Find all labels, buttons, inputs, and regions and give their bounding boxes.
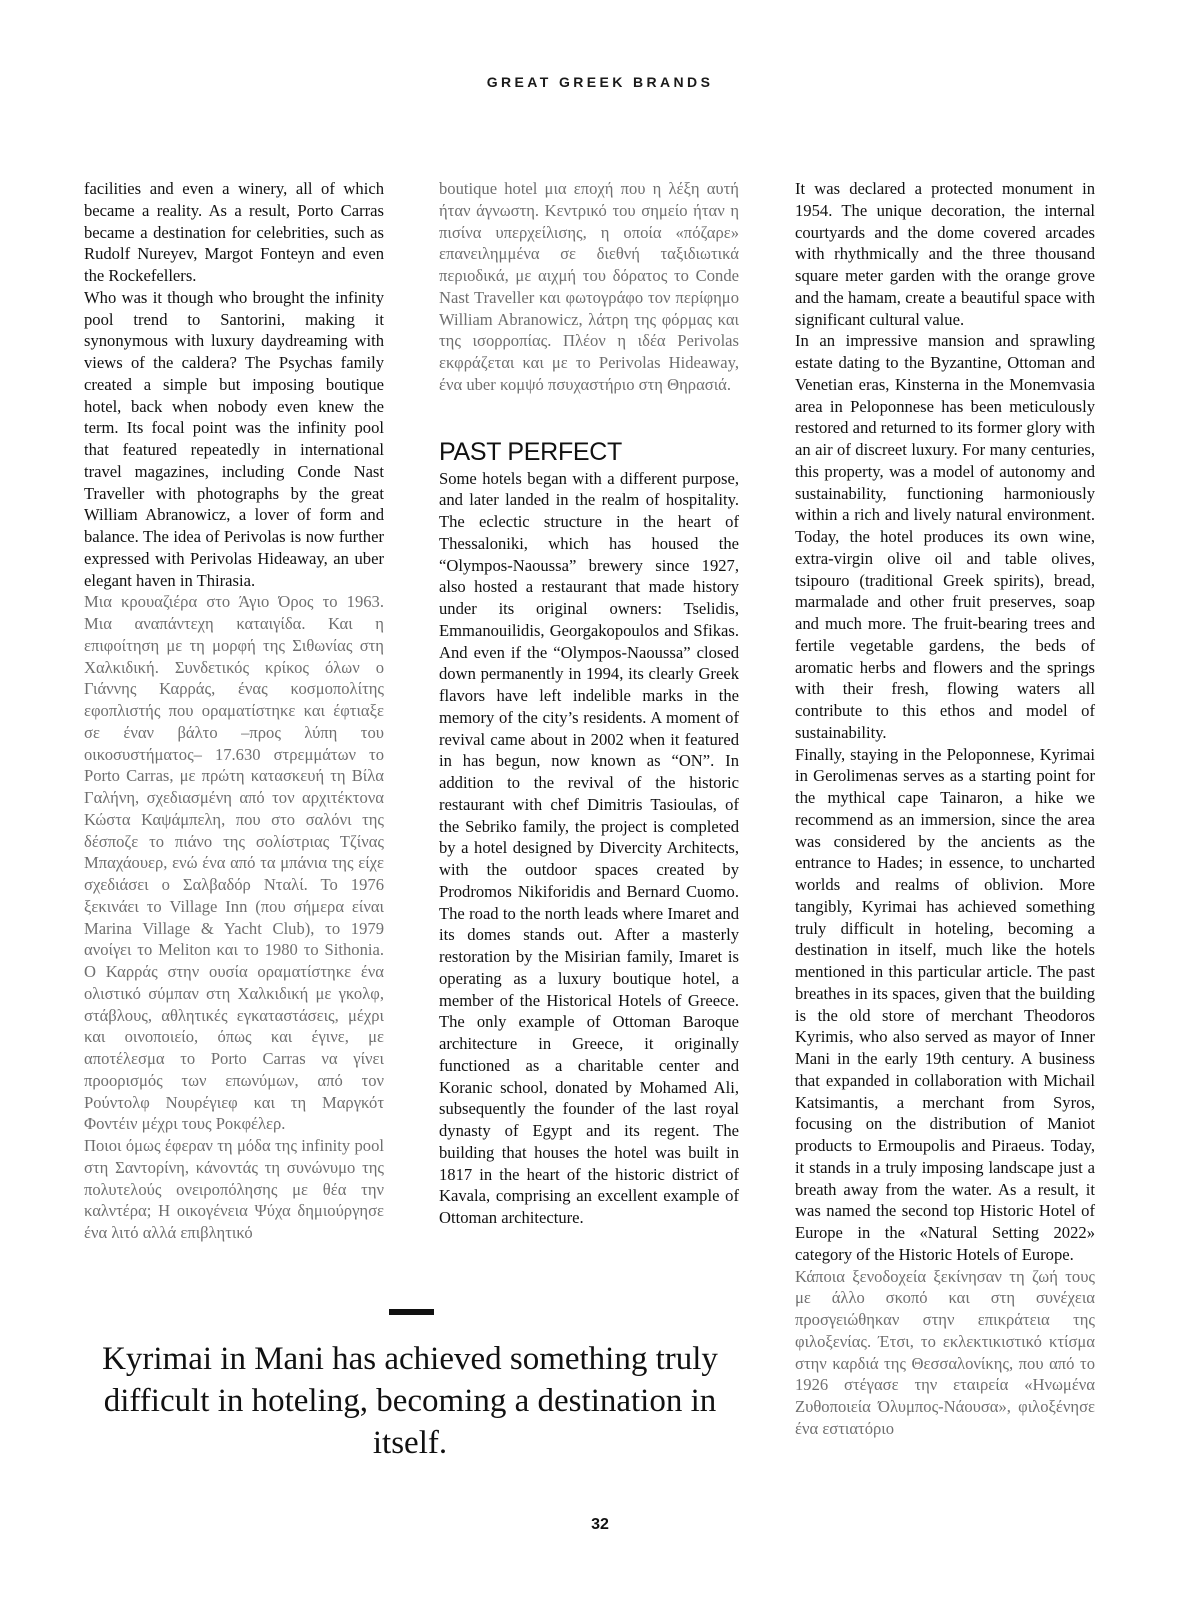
paragraph-greek: Κάποια ξενοδοχεία ξεκίνησαν τη ζωή τους με άλλο σκοπό και στη συνέχεια προσγειώθηκαν στην επικράτεια της φιλοξενίας. Έτσι, το εκλεκτικιστικό κτίσμα στην καρδιά της Θεσσαλονίκης, που από το 1926 στέγασε την εταιρεία «Ηνωμένα Ζυθοποιεία Όλυμπος-Νάουσα», φιλοξένησε ένα εστιατόριο <box>795 1266 1095 1438</box>
paragraph-english: In an impressive mansion and sprawling estate dating to the Byzantine, Ottoman and Venetian eras, Kinsterna in the Monemvasia area in Peloponnese has been meticulously restored and returned to its former glory with an air of discreet luxury. For many centuries, this property, was a model of autonomy and sustainability, functioning harmoniously within a rich and lively natural environment. Today, the hotel produces its own wine, extra-virgin olive oil and table olives, tsipouro (traditional Greek spirits), bread, marmalade and other fruit preserves, soap and much more. The fruit-bearing trees and fertile vegetable gardens, the beds of aromatic herbs and flowers and the springs with their fresh, flowing waters all contribute to this ethos and model of sustainability. <box>795 331 1095 742</box>
paragraph-english: Finally, staying in the Peloponnese, Kyrimai in Gerolimenas serves as a starting point for the mythical cape Tainaron, a hike we recommend as an immersion, since the area was considered by the ancients as the entrance to Hades; in essence, to uncharted worlds and realms of oblivion. More tangibly, Kyrimai has achieved something truly difficult in hoteling, becoming a destination in itself, much like the hotels mentioned in this particular article. The past breathes in its spaces, given that the building is the old store of merchant Theodoros Kyrimis, who also served as mayor of Inner Mani in the early 19th century. A business that expanded in collaboration with Michail Katsimantis, a merchant from Syros, focusing on the distribution of Maniot products to Ermoupolis and Piraeus. Today, it stands in a truly imposing landscape just a breath away from the water. As a result, it was named the second top Historic Hotel of Europe in the «Natural Setting 2022» category of the Historic Hotels of Europe. <box>795 744 1095 1264</box>
section-heading: PAST PERFECT <box>439 437 623 466</box>
text-column-2 <box>439 178 739 1229</box>
pull-quote-rule <box>389 1309 434 1315</box>
paragraph-greek: Μια κρουαζιέρα στο Άγιο Όρος το 1963. Μια αναπάντεχη καταιγίδα. Και η επιφοίτηση με τη μορφή της Σιθωνίας στη Χαλκιδική. Συνδετικός κρίκος όλων ο Γιάννης Καρράς, ένας κοσμοπολίτης εφοπλιστής που οραματίστηκε και έφτιαξε σε έναν βάλτο –προς λύπη του οικοσυστήματος– 17.630 στρεμμάτων το Porto Carras, με πρώτη κατασκευή τη Βίλα Γαλήνη, σχεδιασμένη από τον αρχιτέκτονα Κώστα Καψάμπελη, που στο σαλόνι της δέσποζε το πιάνο της σολίστριας Τζίνας Μπαχάουερ, ενώ ένα από τα μπάνια της είχε σχεδιάσει ο Σαλβαδόρ Νταλί. Το 1976 ξεκινάει το Village Inn (που σήμερα είναι Marina Village & Yacht Club), το 1979 ανοίγει το Meliton και το 1980 το Sithonia. Ο Καρράς στην ουσία οραματίστηκε ένα ολιστικό σύμπαν στη Χαλκιδική με γκολφ, στάβλους, αθλητικές εγκαταστάσεις, μέχρι και οινοποιείο, όπως και έγινε, με αποτέλεσμα το Porto Carras να γίνει προορισμός των επωνύμων, από τον Ρούντολφ Νουρέγιεφ και τη Μαργκότ Φοντέιν μέχρι τους Ροκφέλερ. <box>84 592 384 1134</box>
paragraph-english: Some hotels began with a different purpose, and later landed in the realm of hospitality. The eclectic structure in the heart of Thessaloniki, which has housed the “Olympos-Naoussa” brewery since 1927, also hosted a restaurant that made history under its original owners: Tselidis, Emmanouilidis, Georgakopoulos and Sfikas. And even if the “Olympos-Naoussa” closed down permanently in 1994, its clearly Greek flavors have left indelible marks in the memory of the city’s residents. A moment of revival came about in 2002 when it featured in has begun, now known as “ON”. In addition to the revival of the historic restaurant with chef Dimitris Tasioulas, of the Sebriko family, the project is completed by a hotel designed by Divercity Architects, with the outdoor spaces created by Prodromos Nikiforidis and Bernard Cuomo. The road to the north leads where Imaret and its domes stands out. After a masterly restoration by the Misirian family, Imaret is operating as a luxury boutique hotel, a member of the Historical Hotels of Greece. The only example of Ottoman Baroque architecture in Greece, it originally functioned as a charitable center and Koranic school, donated by Mohamed Ali, subsequently the founder of the last royal dynasty of Egypt and its regent. The building that houses the hotel was built in 1817 in the heart of the historic district of Kavala, comprising an excellent example of Ottoman architecture. <box>439 468 739 1227</box>
paragraph-greek: boutique hotel μια εποχή που η λέξη αυτή ήταν άγνωστη. Κεντρικό του σημείο ήταν η πισίνα υπερχείλισης, η οποία «πόζαρε» επανειλημμένα σε διεθνή ταξιδιωτικά περιοδικά, με αιχμή του δόρατος το Conde Nast Traveller και φωτογράφο τον περίφημο William Abranowicz, λάτρη της φόρμας και της ισορροπίας. Πλέον η ιδέα Perivolas εκφράζεται και με το Perivolas Hideaway, ένα uber κομψό πσυχαστήριο στη Θηρασιά. <box>439 179 739 394</box>
paragraph-greek: Ποιοι όμως έφεραν τη μόδα της infinity pool στη Σαντορίνη, κάνοντάς τη συνώνυμο της πολυτελούς ονειροπόλησης με θέα την καλντέρα; Η οικογένεια Ψύχα δημιούργησε ένα λιτό αλλά επιβλητικό <box>84 1136 384 1242</box>
running-head: GREAT GREEK BRANDS <box>486 74 714 90</box>
page-number: 32 <box>591 1516 609 1533</box>
text-column-3 <box>795 178 1095 1440</box>
paragraph-english: Who was it though who brought the infinity pool trend to Santorini, making it synonymous with luxury daydreaming with views of the caldera? The Psychas family created a simple but imposing boutique hotel, back when nobody even knew the term. Its focal point was the infinity pool that featured repeatedly in international travel magazines, including Conde Nast Traveller with photographs by the great William Abranowicz, a lover of form and balance. The idea of Perivolas is now further expressed with Perivolas Hideaway, an uber elegant haven in Thirasia. <box>84 287 384 590</box>
text-column-1 <box>84 178 384 1244</box>
paragraph-english: It was declared a protected monument in 1954. The unique decoration, the internal courtyards and the dome covered arcades with rhythmically and the three thousand square meter garden with the orange grove and the hamam, create a beautiful space with significant cultural value. <box>795 179 1095 329</box>
paragraph-english: facilities and even a winery, all of which became a reality. As a result, Porto Carras became a destination for celebrities, such as Rudolf Nureyev, Margot Fonteyn and even the Rockefellers. <box>84 179 384 285</box>
pull-quote: Kyrimai in Mani has achieved something truly difficult in hoteling, becoming a destination in itself. <box>102 1341 718 1461</box>
